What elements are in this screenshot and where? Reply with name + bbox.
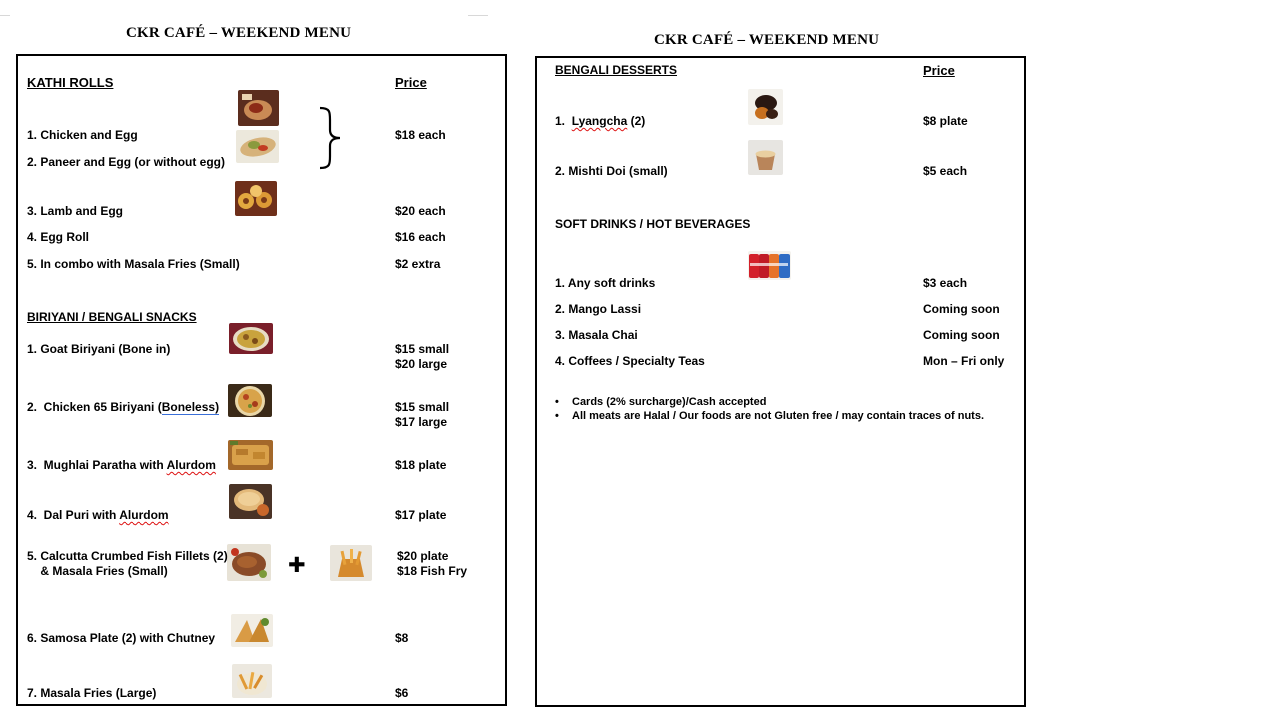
plus-icon: ✚ [288, 553, 306, 577]
top-rule-short [468, 15, 488, 16]
drink-item-1: 1. Any soft drinks [555, 276, 656, 290]
kathi-rolls-heading: KATHI ROLLS [27, 75, 114, 90]
biriyani-item-5-price-fish-fry: $18 Fish Fry [397, 564, 468, 578]
note-bullet-icon: • [555, 396, 559, 408]
biriyani-item-7-price: $6 [395, 686, 409, 700]
drink-item-4: 4. Coffees / Specialty Teas [555, 354, 705, 368]
right-price-heading: Price [923, 63, 955, 78]
drink-item-2: 2. Mango Lassi [555, 302, 642, 316]
soft-drink-cans-photo-icon [748, 251, 791, 280]
dessert-item-1-marked-text: Lyangcha [571, 114, 628, 128]
kathi-item-3-price: $20 each [395, 204, 446, 218]
note-payment: Cards (2% surcharge)/Cash accepted [572, 396, 767, 408]
left-price-heading: Price [395, 75, 427, 90]
chicken-roll-photo-icon [238, 90, 279, 126]
drink-item-1-price: $3 each [923, 276, 968, 290]
drink-item-3-price: Coming soon [923, 328, 1000, 342]
biriyani-item-2-text: 2. Chicken 65 Biriyani ( [27, 400, 162, 414]
biriyani-item-4-text: 4. Dal Puri with [27, 508, 120, 522]
kathi-item-4: 4. Egg Roll [27, 230, 90, 244]
chicken-biriyani-photo-icon [228, 384, 272, 417]
dessert-item-1-number: 1. [555, 114, 572, 128]
right-menu-title: CKR CAFÉ – WEEKEND MENU [654, 32, 880, 48]
note-bullet-icon: • [555, 410, 559, 422]
biriyani-item-6-price: $8 [395, 631, 409, 645]
biriyani-item-5-line2: & Masala Fries (Small) [27, 564, 168, 578]
biriyani-item-7: 7. Masala Fries (Large) [27, 686, 157, 700]
mughlai-paratha-photo-icon [228, 440, 273, 470]
biriyani-item-2 [27, 400, 219, 415]
top-rule [0, 15, 10, 16]
fish-fillet-photo-icon [227, 544, 271, 581]
lamb-roll-photo-icon [235, 181, 277, 216]
masala-fries-large-photo-icon [232, 664, 272, 698]
curly-brace-icon [318, 106, 344, 170]
dal-puri-photo-icon [229, 484, 272, 519]
biriyani-item-3-price: $18 plate [395, 458, 447, 472]
dessert-item-2-price: $5 each [923, 164, 968, 178]
dessert-item-1 [555, 114, 645, 129]
biriyani-item-6: 6. Samosa Plate (2) with Chutney [27, 631, 216, 645]
left-menu-title: CKR CAFÉ – WEEKEND MENU [126, 25, 352, 41]
dessert-item-2: 2. Mishti Doi (small) [555, 164, 668, 178]
biriyani-item-1-price: $15 small [395, 342, 450, 356]
biriyani-item-1-price-large: $20 large [395, 357, 448, 371]
biriyani-item-1: 1. Goat Biriyani (Bone in) [27, 342, 171, 356]
biriyani-item-4 [27, 508, 169, 523]
drink-item-3: 3. Masala Chai [555, 328, 638, 342]
bengali-desserts-heading: BENGALI DESSERTS [555, 63, 678, 77]
biriyani-item-2-price: $15 small [395, 400, 450, 414]
biriyani-item-3-marked-text: Alurdom [166, 458, 216, 472]
kathi-item-1-price: $18 each [395, 128, 446, 142]
biriyani-item-4-marked-text: Alurdom [119, 508, 169, 522]
biriyani-item-5-price: $20 plate [397, 549, 449, 563]
biriyani-item-3 [27, 458, 216, 473]
note-allergens: All meats are Halal / Our foods are not Gluten free / may contain traces of nuts. [572, 410, 984, 422]
lyangcha-photo-icon [748, 89, 783, 125]
mishti-doi-photo-icon [748, 140, 783, 175]
drink-item-2-price: Coming soon [923, 302, 1000, 316]
goat-biriyani-photo-icon [229, 323, 273, 354]
biriyani-item-5: 5. Calcutta Crumbed Fish Fillets (2) [27, 549, 228, 563]
kathi-item-2: 2. Paneer and Egg (or without egg) [27, 155, 226, 169]
soft-drinks-heading: SOFT DRINKS / HOT BEVERAGES [555, 217, 751, 231]
biriyani-item-4-price: $17 plate [395, 508, 447, 522]
kathi-item-1: 1. Chicken and Egg [27, 128, 138, 142]
kathi-item-4-price: $16 each [395, 230, 446, 244]
biriyani-heading: BIRIYANI / BENGALI SNACKS [27, 310, 197, 324]
samosa-photo-icon [231, 614, 273, 647]
dessert-item-1-price: $8 plate [923, 114, 968, 128]
dessert-item-1-suffix: (2) [627, 114, 646, 128]
kathi-item-5: 5. In combo with Masala Fries (Small) [27, 257, 240, 271]
masala-fries-small-photo-icon [330, 545, 372, 581]
biriyani-item-2-marked-text: Boneless) [161, 400, 220, 414]
biriyani-item-2-price-large: $17 large [395, 415, 448, 429]
paneer-roll-photo-icon [236, 130, 279, 163]
drink-item-4-price: Mon – Fri only [923, 354, 1005, 368]
kathi-item-3: 3. Lamb and Egg [27, 204, 124, 218]
kathi-item-5-price: $2 extra [395, 257, 441, 271]
biriyani-item-3-text: 3. Mughlai Paratha with [27, 458, 167, 472]
